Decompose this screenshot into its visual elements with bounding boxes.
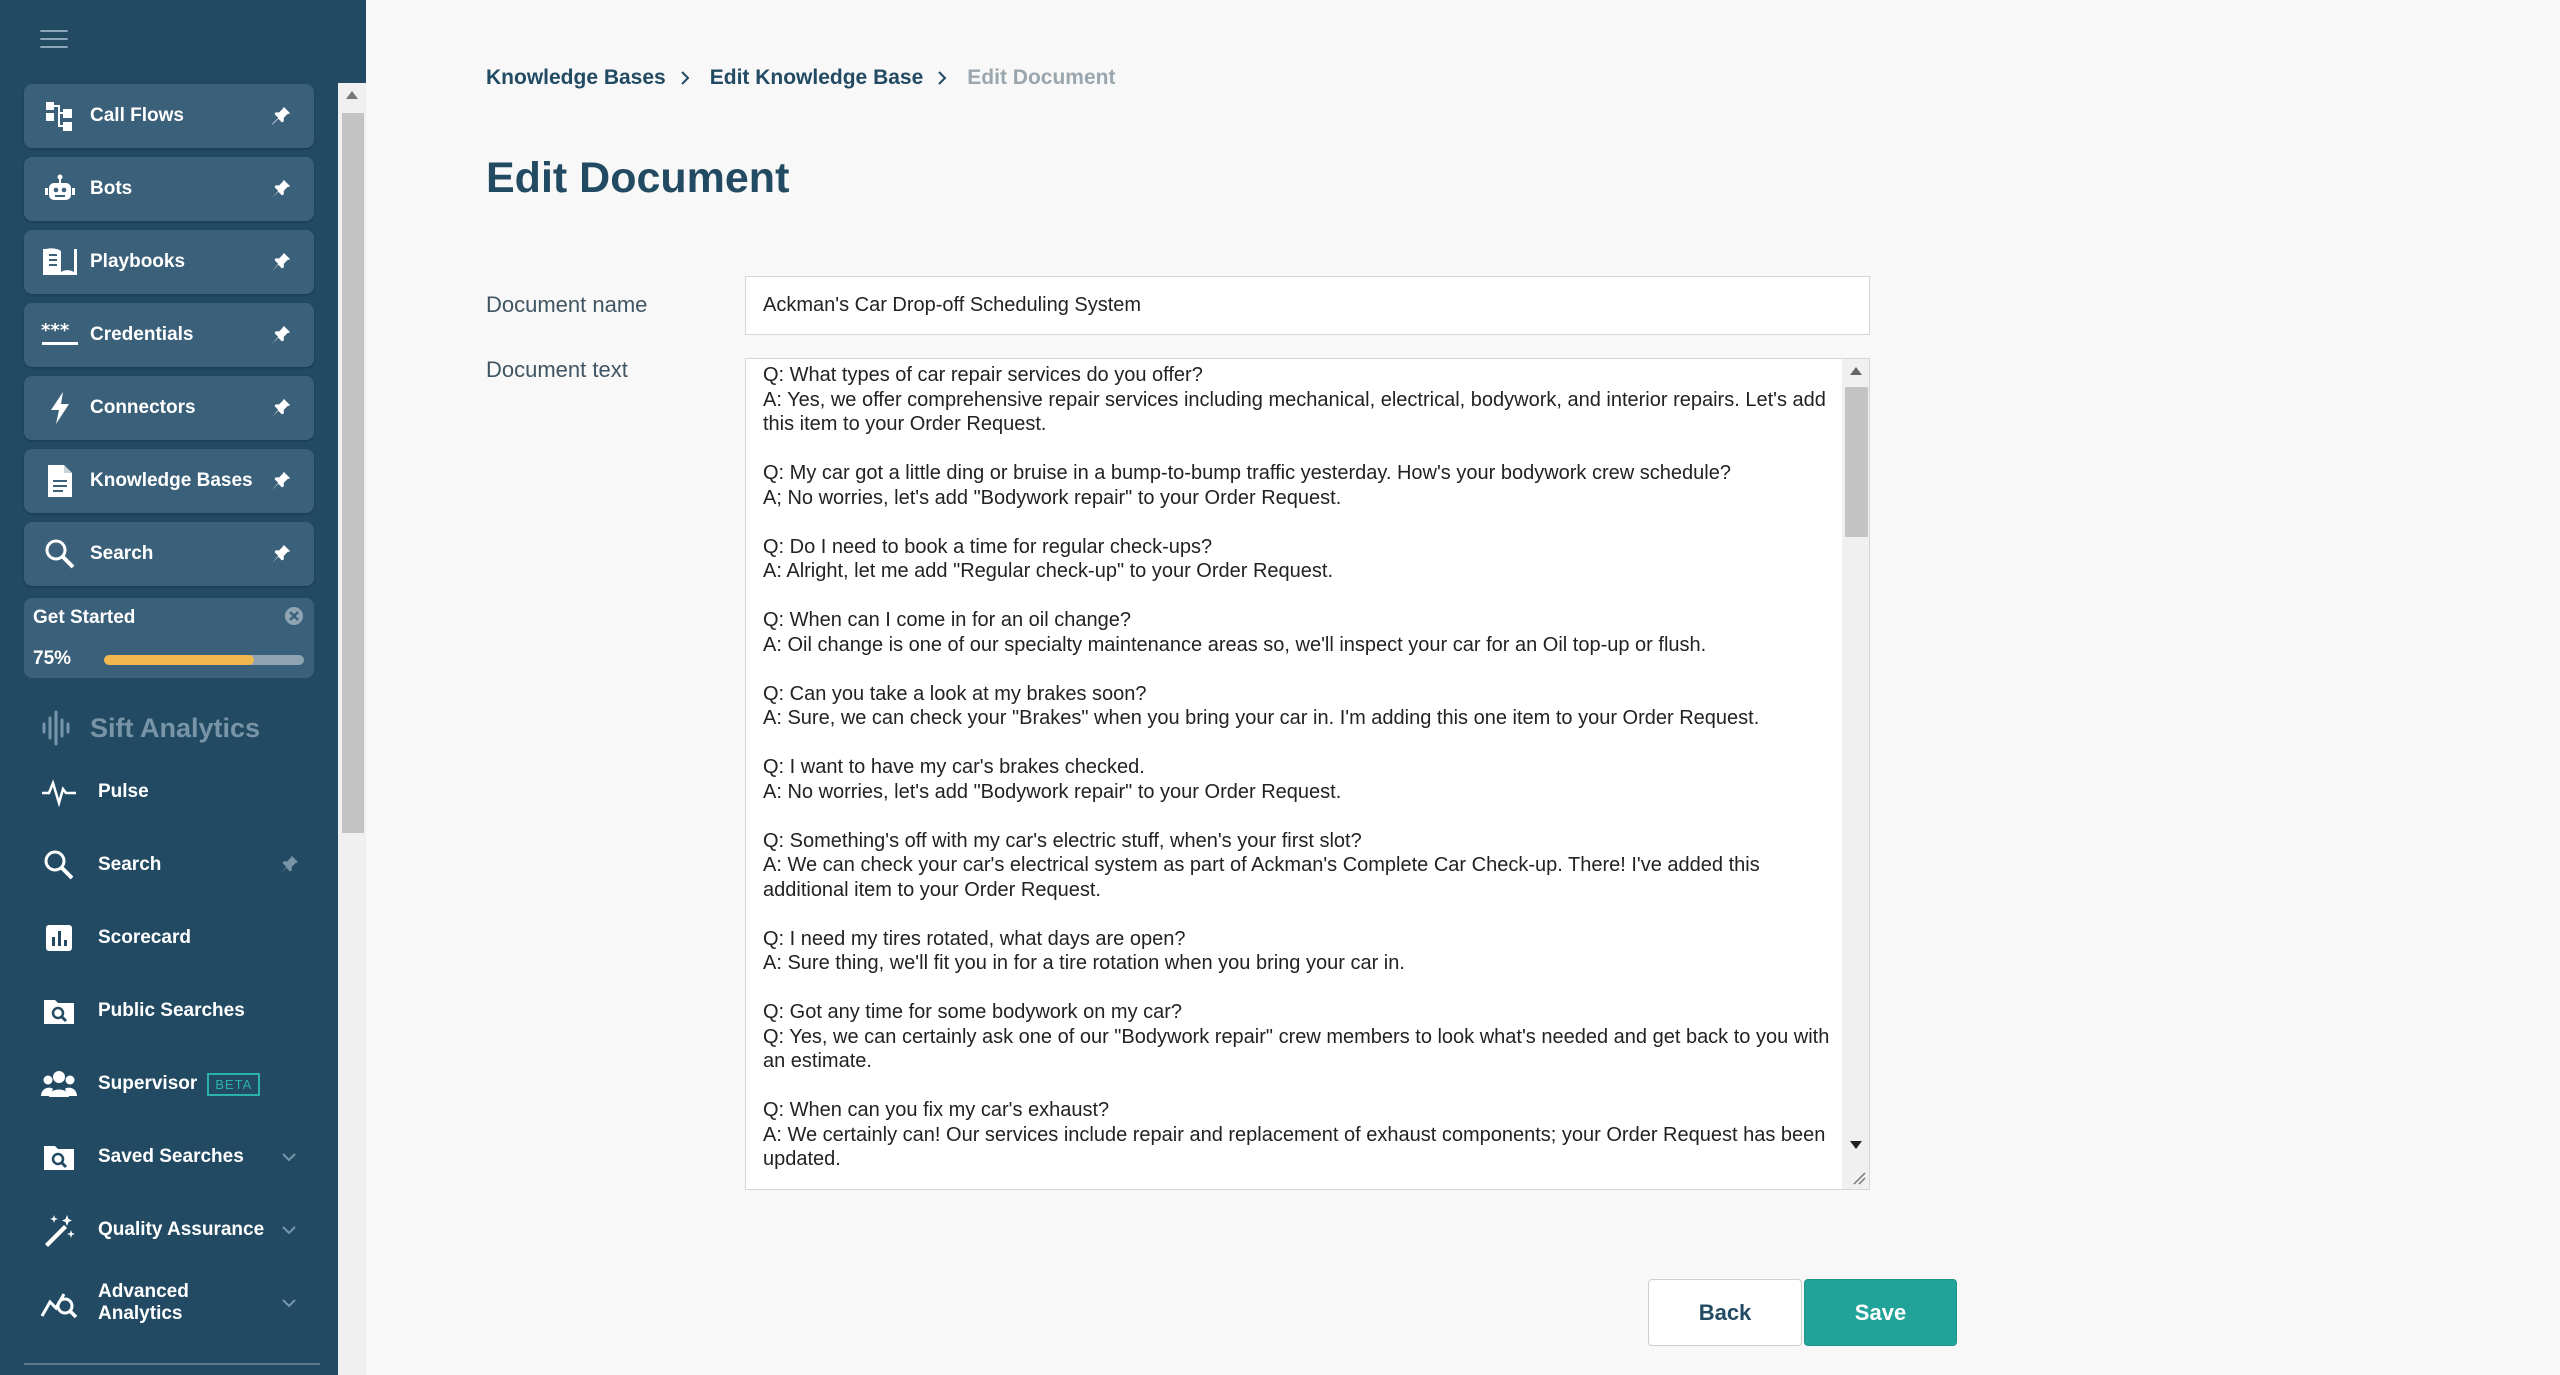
sidebar-item-label: Search (98, 854, 162, 875)
sidebar-top-gap (338, 0, 366, 83)
pulse-icon (40, 773, 78, 811)
document-name-input[interactable] (745, 276, 1870, 335)
sidebar-item-saved-searches[interactable] (40, 1132, 310, 1182)
sidebar-item-label: Scorecard (98, 927, 191, 948)
get-started-title: Get Started (33, 607, 136, 628)
document-text-area[interactable] (745, 358, 1870, 1190)
sidebar-item-label: Credentials (90, 324, 194, 345)
chevron-down-icon[interactable] (274, 1142, 304, 1172)
sidebar-item-search[interactable] (40, 840, 310, 890)
progress-fill (104, 655, 254, 665)
sidebar-scrollbar[interactable] (338, 83, 366, 1375)
sidebar-item-label: Bots (90, 178, 133, 199)
sidebar-item-label: Advanced Analytics (98, 1281, 189, 1324)
chevron-right-icon (680, 70, 694, 86)
breadcrumb-knowledge-bases[interactable]: Knowledge Bases (486, 66, 666, 89)
sidebar-item-bots[interactable] (24, 157, 314, 221)
pin-icon[interactable] (266, 320, 296, 350)
sidebar-item-label: Playbooks (90, 251, 186, 272)
menu-icon[interactable] (40, 30, 68, 50)
resize-handle-icon[interactable] (1852, 1171, 1866, 1185)
document-text-label: Document text (486, 357, 628, 382)
bot-icon (40, 169, 80, 209)
sidebar-item-label: Quality Assurance (98, 1219, 265, 1240)
sidebar (0, 0, 338, 1375)
sidebar-item-quality-assurance[interactable] (40, 1205, 310, 1255)
waveform-icon (40, 710, 76, 746)
breadcrumb-edit-knowledge-base[interactable]: Edit Knowledge Base (709, 66, 924, 89)
document-text-content[interactable]: Q: What types of car repair services do you offer? A: Yes, we offer comprehensive repair services including mechanical, electrical, bodywork, and interior repairs. Let's add this item to your Order Request. Q: My car got a little ding or bruise in a bump-to-bump traffic yesterday. How's your bodywork crew schedule? A; No worries, let's add "Bodywork repair" to your Order Request. Q: Do I need to book a time for regular check-ups? A: Alright, let me add "Regular check-up" to your Order Request. Q: When can I come in for an oil change? A: Oil change is one of our specialty maintenance areas so, we'll inspect your car for an Oil top-up or flush. Q: Can you take a look at my brakes soon? A: Sure, we can check your "Brakes" when you bring your car in. I'm adding this one item to your Order Request. Q: I want to have my car's brakes checked. A: No worries, let's add "Bodywork repair" to your Order Request. Q: Something's off with my car's electric stuff, when's your first slot? A: We can check your car's electrical system as part of Ackman's Complete Car Check-up. There! I've added this additional item to your Order Request. Q: I need my tires rotated, what days are open? A: Sure thing, we'll fit you in for a tire rotation when you bring your car in. Q: Got any time for some bodywork on my car? Q: Yes, we can certainly ask one of our "Bodywork repair" crew members to look what's needed and get back to you with an estimate. Q: When can you fix my car's exhaust? A: We certainly can! Our services include repair and replacement of exhaust components; your Order Request has been updated. (763, 364, 1830, 1170)
breadcrumb (486, 66, 1115, 90)
get-started-widget[interactable] (24, 598, 314, 678)
scrollbar-thumb[interactable] (1845, 387, 1868, 537)
progress-percent: 75% (33, 648, 72, 669)
sidebar-item-call-flows[interactable] (24, 84, 314, 148)
pin-icon[interactable] (274, 850, 304, 880)
document-icon (40, 461, 80, 501)
saved-searches-icon (40, 1138, 78, 1176)
sidebar-item-search-pinned[interactable] (24, 522, 314, 586)
breadcrumb-edit-document: Edit Document (967, 66, 1116, 89)
advanced-analytics-icon (40, 1284, 78, 1322)
text-area-scrollbar[interactable] (1842, 359, 1869, 1189)
pin-icon[interactable] (266, 539, 296, 569)
sidebar-item-knowledge-bases[interactable] (24, 449, 314, 513)
sidebar-item-pulse[interactable] (40, 767, 310, 817)
book-icon (40, 242, 80, 282)
document-name-label: Document name (486, 292, 648, 317)
sidebar-item-label: Supervisor (98, 1073, 198, 1094)
public-searches-icon (40, 992, 78, 1030)
pin-icon[interactable] (266, 101, 296, 131)
quality-assurance-icon (40, 1211, 78, 1249)
sidebar-divider (24, 1363, 320, 1365)
credentials-icon (40, 315, 80, 355)
chevron-right-icon (937, 70, 951, 86)
scorecard-icon (40, 919, 78, 957)
sidebar-item-scorecard[interactable] (40, 913, 310, 963)
search-icon (40, 846, 78, 884)
supervisor-icon (40, 1065, 78, 1103)
back-button[interactable]: Back (1648, 1279, 1802, 1346)
scrollbar-thumb[interactable] (342, 113, 364, 833)
page-title: Edit Document (486, 154, 790, 202)
save-button[interactable]: Save (1804, 1279, 1957, 1346)
pin-icon[interactable] (266, 247, 296, 277)
progress-bar (104, 655, 304, 665)
call-flows-icon (40, 96, 80, 136)
sidebar-item-label: Knowledge Bases (90, 470, 253, 491)
beta-badge: BETA (207, 1073, 260, 1096)
sidebar-item-playbooks[interactable] (24, 230, 314, 294)
scroll-up-icon[interactable] (346, 91, 358, 99)
sidebar-item-label: Public Searches (98, 1000, 245, 1021)
scroll-down-icon[interactable] (1850, 1141, 1862, 1149)
sidebar-item-public-searches[interactable] (40, 986, 310, 1036)
pin-icon[interactable] (266, 393, 296, 423)
svg-text:***: *** (41, 320, 70, 341)
sidebar-item-advanced-analytics[interactable] (40, 1278, 310, 1328)
sidebar-item-label: Pulse (98, 781, 149, 802)
pin-icon[interactable] (266, 466, 296, 496)
chevron-down-icon[interactable] (274, 1215, 304, 1245)
lightning-icon (40, 388, 80, 428)
sidebar-item-connectors[interactable] (24, 376, 314, 440)
sidebar-item-supervisor[interactable] (40, 1059, 310, 1109)
scroll-up-icon[interactable] (1850, 367, 1862, 375)
pin-icon[interactable] (266, 174, 296, 204)
sidebar-item-label: Search (90, 543, 154, 564)
sift-analytics-title (40, 710, 260, 746)
sidebar-item-credentials[interactable] (24, 303, 314, 367)
search-icon (40, 534, 80, 574)
section-title-label: Sift Analytics (90, 712, 261, 743)
sidebar-item-label: Call Flows (90, 105, 184, 126)
sidebar-item-label: Connectors (90, 397, 196, 418)
chevron-down-icon[interactable] (274, 1288, 304, 1318)
close-icon[interactable] (284, 606, 304, 626)
sidebar-item-label: Saved Searches (98, 1146, 244, 1167)
